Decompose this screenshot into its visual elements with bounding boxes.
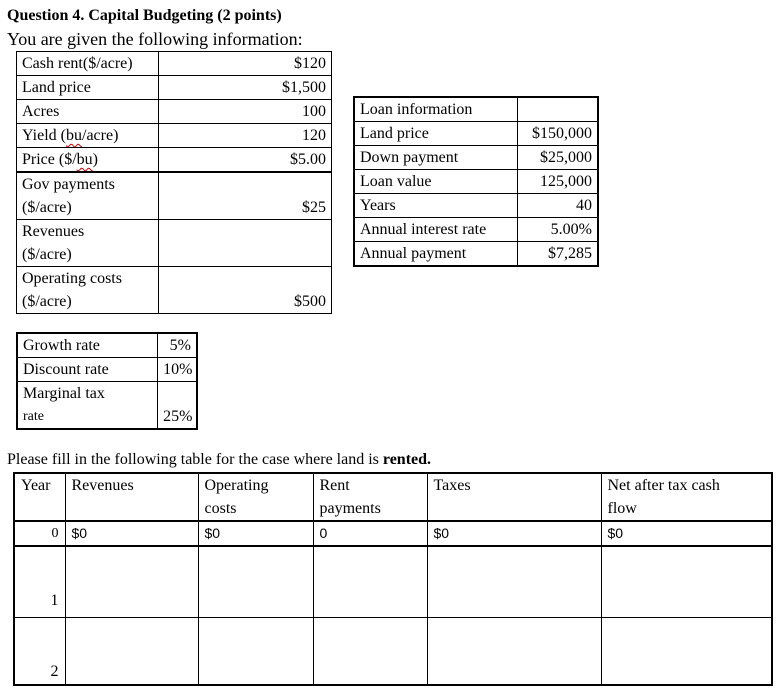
table-row xyxy=(14,618,772,686)
table-row xyxy=(17,382,197,430)
rate-value: 25% xyxy=(158,382,197,430)
cash-flow-table xyxy=(13,472,773,686)
label-line: Operating costs xyxy=(22,270,122,287)
info-value: $1,500 xyxy=(159,76,332,100)
loan-label: Down payment xyxy=(354,146,518,170)
info-value: $500 xyxy=(159,267,332,314)
header-cell-rent-payments xyxy=(313,473,427,521)
table-row xyxy=(17,76,332,100)
label-line: Revenues xyxy=(22,223,85,240)
header-cell-operating-costs xyxy=(198,473,313,521)
revenues-cell[interactable] xyxy=(65,546,198,618)
label-part: Price ($/ xyxy=(22,151,77,168)
header-line: Taxes xyxy=(433,477,471,494)
table-header-row xyxy=(14,473,772,521)
loan-label: Loan information xyxy=(354,97,518,122)
rate-label: Growth rate xyxy=(17,333,158,358)
question-heading: Question 4. Capital Budgeting (2 points) xyxy=(7,7,282,24)
loan-value: $150,000 xyxy=(518,122,598,146)
instruction-emphasis: rented. xyxy=(382,451,432,468)
taxes-cell[interactable] xyxy=(427,546,601,618)
label-line: Gov payments xyxy=(22,176,115,193)
net-cash-flow-cell[interactable]: $0 xyxy=(601,521,772,546)
table-row xyxy=(17,124,332,148)
table-row xyxy=(17,220,332,267)
rates-table xyxy=(16,332,198,430)
info-value: $25 xyxy=(159,172,332,220)
label-line: rate xyxy=(23,409,44,424)
label-line: ($/acre) xyxy=(22,293,72,310)
header-cell-revenues xyxy=(65,473,198,521)
header-cell-taxes xyxy=(427,473,601,521)
label-part: Yield ( xyxy=(22,127,66,144)
label-line: ($/acre) xyxy=(22,199,72,216)
rate-value: 5% xyxy=(158,333,197,358)
loan-value: $25,000 xyxy=(518,146,598,170)
taxes-cell[interactable] xyxy=(427,618,601,686)
header-cell-net-cash-flow xyxy=(601,473,772,521)
year-cell xyxy=(14,618,65,686)
revenues-cell[interactable]: $0 xyxy=(65,521,198,546)
loan-label: Years xyxy=(354,194,518,218)
info-table xyxy=(16,51,332,314)
label-line: Marginal tax xyxy=(23,385,105,402)
revenues-cell[interactable] xyxy=(65,618,198,686)
header-line: flow xyxy=(607,500,637,517)
table-row xyxy=(14,546,772,618)
spellcheck-word: bu xyxy=(76,151,93,168)
rate-label: Discount rate xyxy=(17,358,158,382)
operating-costs-cell[interactable]: $0 xyxy=(198,521,313,546)
year-cell xyxy=(14,546,65,618)
header-cell-year xyxy=(14,473,65,521)
header-line: Revenues xyxy=(71,477,134,494)
table-row xyxy=(354,218,598,242)
spellcheck-word: bu xyxy=(66,127,82,144)
net-cash-flow-cell[interactable] xyxy=(601,618,772,686)
table-row xyxy=(17,172,332,220)
table-row xyxy=(354,122,598,146)
loan-value: 125,000 xyxy=(518,170,598,194)
loan-table xyxy=(353,96,599,267)
instruction-text xyxy=(7,451,431,469)
header-line: Rent xyxy=(319,477,350,494)
header-line: costs xyxy=(204,500,237,517)
loan-label: Land price xyxy=(354,122,518,146)
info-value: $5.00 xyxy=(159,148,332,173)
net-cash-flow-cell[interactable] xyxy=(601,546,772,618)
info-label xyxy=(17,172,159,220)
table-row xyxy=(14,521,772,546)
rent-payments-cell[interactable]: 0 xyxy=(313,521,427,546)
table-row xyxy=(354,194,598,218)
rate-label xyxy=(17,382,158,430)
rent-payments-cell[interactable] xyxy=(313,618,427,686)
year-value: 2 xyxy=(50,663,59,680)
loan-value xyxy=(518,97,598,122)
loan-value: 40 xyxy=(518,194,598,218)
table-row xyxy=(354,146,598,170)
year-cell: 0 xyxy=(14,521,65,546)
table-row xyxy=(17,333,197,358)
table-row xyxy=(17,358,197,382)
header-line: Year xyxy=(21,477,51,494)
info-label: Land price xyxy=(17,76,159,100)
info-label: Acres xyxy=(17,100,159,124)
table-row xyxy=(17,267,332,314)
table-row xyxy=(354,170,598,194)
header-line: Net after tax cash xyxy=(607,477,720,494)
info-label: Cash rent($/acre) xyxy=(17,52,159,76)
table-row xyxy=(354,97,598,122)
rent-payments-cell[interactable] xyxy=(313,546,427,618)
loan-label: Annual payment xyxy=(354,242,518,267)
intro-text: You are given the following information: xyxy=(7,29,303,49)
operating-costs-cell[interactable] xyxy=(198,618,313,686)
taxes-cell[interactable]: $0 xyxy=(427,521,601,546)
label-part: /acre) xyxy=(82,127,119,144)
loan-value: $7,285 xyxy=(518,242,598,267)
label-part: ) xyxy=(92,151,98,168)
instruction-part: Please fill in the following table for the case where land is xyxy=(7,451,383,468)
table-row xyxy=(354,242,598,267)
table-row xyxy=(17,100,332,124)
label-line: ($/acre) xyxy=(22,246,72,263)
table-row xyxy=(17,148,332,173)
info-value xyxy=(159,220,332,267)
info-label xyxy=(17,148,159,173)
operating-costs-cell[interactable] xyxy=(198,546,313,618)
loan-label: Annual interest rate xyxy=(354,218,518,242)
info-value: 120 xyxy=(159,124,332,148)
info-value: $120 xyxy=(159,52,332,76)
loan-value: 5.00% xyxy=(518,218,598,242)
info-label xyxy=(17,267,159,314)
rate-value: 10% xyxy=(158,358,197,382)
info-label xyxy=(17,124,159,148)
header-line: payments xyxy=(319,500,381,517)
table-row xyxy=(17,52,332,76)
info-value: 100 xyxy=(159,100,332,124)
header-line: Operating xyxy=(204,477,269,494)
loan-label: Loan value xyxy=(354,170,518,194)
info-label xyxy=(17,220,159,267)
year-value: 1 xyxy=(50,592,59,609)
